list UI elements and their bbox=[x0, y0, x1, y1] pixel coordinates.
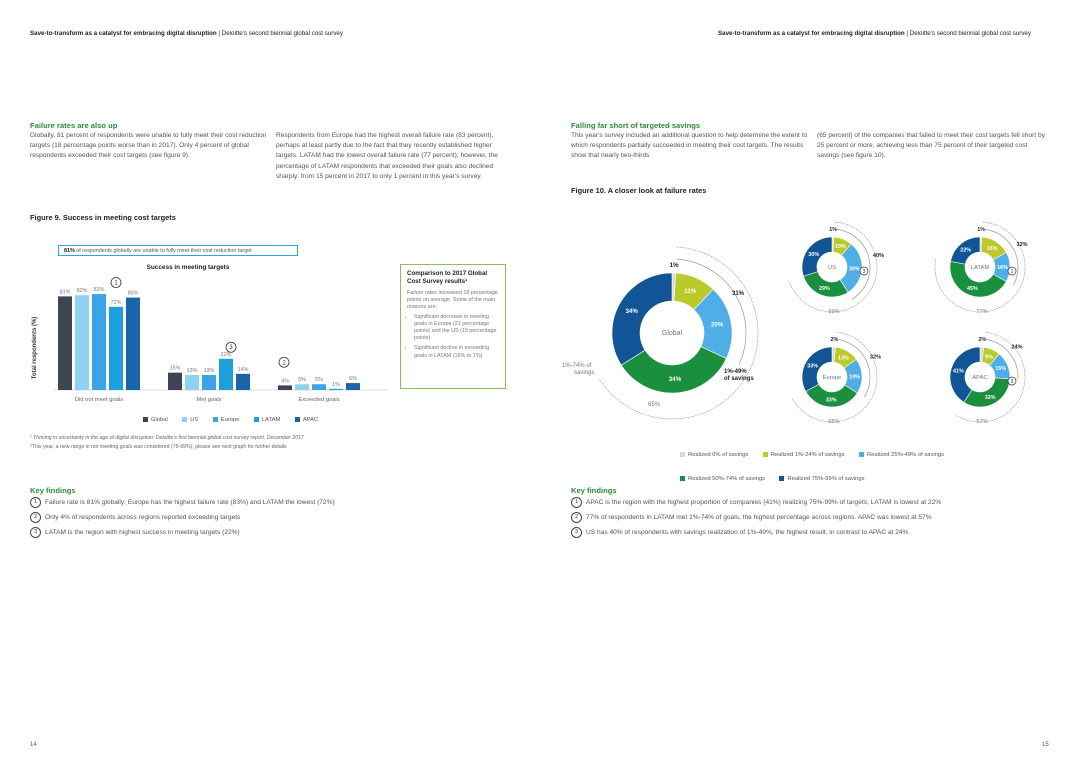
bar-legend bbox=[143, 409, 328, 427]
right-kf-3: 3 US has 40% of respondents with savings realization of 1%-49%, the highest result, in contrast to APAC at 24% bbox=[571, 527, 1061, 538]
legend-0pct: Realized 0% of savings bbox=[680, 452, 748, 458]
donut-segment-label: 16% bbox=[997, 265, 1008, 271]
footnote-2: ²This year, a new range in not meeting goals was considered (75-99%); please see next graph for further details bbox=[30, 444, 287, 450]
comparison-bullet: • Significant decrease in meeting goals in Europe (21 percentage points) and the US (15 percentage points) bbox=[414, 314, 499, 343]
donut-center-label: LATAM bbox=[970, 265, 990, 271]
marker-label: 2 bbox=[282, 360, 286, 367]
bracket-label: 32% bbox=[1016, 241, 1028, 248]
bracket-label: 32% bbox=[869, 354, 882, 361]
left-kf-3: 3 LATAM is the region with highest success in meeting targets (22%) bbox=[30, 527, 510, 538]
left-section-title: Failure rates are also up bbox=[30, 121, 118, 130]
bar-value-label: 83% bbox=[93, 287, 105, 294]
left-page-number: 14 bbox=[30, 742, 37, 748]
right-kf-1: 1 APAC is the region with the highest proportion of companies (41%) realizing 75%-99% of targets; LATAM is lowest at 22% bbox=[571, 497, 1061, 508]
donut-segment-label: 19% bbox=[849, 374, 860, 381]
bracket-label: 57% bbox=[976, 419, 988, 425]
donut-segment-label: 34% bbox=[625, 307, 638, 315]
right-col1-text: This year's survey included an additional question to help determine the extent to which respondents partially succeeded in meeting their cost targets. The results show that nearly two-thirds bbox=[571, 132, 808, 160]
bar bbox=[185, 375, 199, 390]
legend-25-49pct: Realized 25%-49% of savings bbox=[859, 452, 944, 458]
legend-75-99pct: Realized 75%-99% of savings bbox=[779, 476, 864, 482]
x-tick-label: Exceeded goals bbox=[298, 397, 340, 403]
legend-europe: Europe bbox=[213, 417, 240, 423]
donut-segment-label: 11% bbox=[684, 287, 697, 295]
bar bbox=[202, 375, 216, 390]
bracket-label: 1%-74% of bbox=[562, 363, 592, 369]
figure9-title: Figure 9. Success in meeting cost targets bbox=[30, 213, 176, 222]
left-col2-text: Respondents from Europe had the highest overall failure rate (83 percent), perhaps at least partly due to the fact that they recently established higher targets. LATAM had the lowest overall failure rate (77 percent); however, the percentage of LATAM respondents that exceeded their goals also declined sharply: from 15 percent in 2017 to only 1 percent in this year's survey. bbox=[276, 132, 498, 180]
right-running-header: Save-to-transform as a catalyst for embracing digital disruption | Deloitte's second biennial global cost survey bbox=[718, 30, 1031, 37]
marker-label: 3 bbox=[862, 269, 866, 275]
donut-segment-label: 1% bbox=[977, 227, 986, 234]
left-col1-text: Globally, 81 percent of respondents were unable to fully meet their cost reduction targets (18 percentage points worse than in 2017). Only 4 percent of global respondents exceeded their cost targets (see figure 9). bbox=[30, 132, 267, 160]
bar bbox=[346, 383, 360, 390]
bar-value-label: 80% bbox=[127, 290, 139, 297]
comparison-bullet: • Significant decline in exceeding goals in LATAM (16% to 1%) bbox=[414, 345, 499, 359]
donut-center-label: Global bbox=[661, 330, 683, 337]
bar-chart-title: Success in meeting targets bbox=[146, 264, 230, 271]
bar-value-label: 5% bbox=[315, 377, 323, 384]
bar bbox=[75, 295, 89, 390]
bar-value-label: 6% bbox=[349, 376, 357, 383]
bracket-label: savings bbox=[574, 370, 595, 376]
donut-segment-label: 2% bbox=[830, 337, 839, 344]
bracket-label: 65% bbox=[828, 419, 840, 425]
callout-81: 81% of respondents globally are unable to fully meet their cost reduction target bbox=[58, 245, 298, 256]
left-kf-1: 1 Failure rate is 81% globally; Europe has the highest failure rate (83%) and LATAM the lowest (72%) bbox=[30, 497, 510, 508]
donut-segment-label: 20% bbox=[710, 321, 724, 329]
donut-center-label: US bbox=[827, 265, 837, 271]
bar-value-label: 13% bbox=[203, 367, 215, 374]
bar-value-label: 14% bbox=[237, 366, 249, 373]
footnote-1: ¹ Thriving in uncertainty in the age of digital disruption: Deloitte's first biennial global cost survey report, December 2017 bbox=[30, 435, 304, 441]
donut-segment-label: 45% bbox=[966, 286, 978, 293]
left-key-findings-title: Key findings bbox=[30, 486, 76, 495]
bar bbox=[278, 385, 292, 390]
donut-segment-label: 16% bbox=[986, 246, 998, 253]
bar bbox=[219, 359, 233, 390]
right-page-number: 15 bbox=[1042, 742, 1049, 748]
bracket-label: 77% bbox=[976, 309, 988, 315]
bracket-label: 69% bbox=[828, 309, 840, 315]
legend-us: US bbox=[182, 417, 198, 423]
donut-segment-label: 1% bbox=[669, 262, 679, 270]
donut-segment-label: 29% bbox=[818, 286, 830, 293]
bar bbox=[168, 373, 182, 390]
legend-latam: LATAM bbox=[254, 417, 280, 423]
bar-chart-ylabel: Total respondents (%) bbox=[32, 316, 38, 380]
bracket-label: of savings bbox=[724, 376, 754, 382]
bar bbox=[236, 374, 250, 390]
left-key-findings bbox=[30, 497, 510, 538]
bar-value-label: 81% bbox=[59, 289, 71, 296]
bracket-label: 31% bbox=[732, 291, 745, 297]
donut-segment-label: 30% bbox=[849, 266, 860, 273]
figure10-title: Figure 10. A closer look at failure rates bbox=[571, 186, 707, 195]
bar-value-label: 13% bbox=[186, 367, 198, 374]
right-section-title: Falling far short of targeted savings bbox=[571, 121, 701, 130]
bar-value-label: 4% bbox=[281, 378, 289, 385]
donut-segment-label: 22% bbox=[960, 247, 972, 254]
donut-segment-label: 33% bbox=[825, 397, 837, 404]
bar-value-label: 1% bbox=[332, 381, 340, 388]
donut-segment-label: 10% bbox=[834, 244, 846, 251]
bar bbox=[109, 307, 123, 390]
donut-segment-label: 13% bbox=[838, 355, 849, 362]
bar bbox=[126, 298, 140, 390]
legend-50-74pct: Realized 50%-74% of savings bbox=[680, 476, 765, 482]
right-col2-text: (65 percent) of the companies that failed to meet their cost targets fell short by 25 percent or more, achieving less than 75 percent of their targeted cost savings (see figure 10). bbox=[817, 132, 1045, 160]
bar bbox=[329, 389, 343, 390]
bar-value-label: 82% bbox=[76, 288, 88, 295]
bar bbox=[58, 296, 72, 390]
bar-value-label: 72% bbox=[110, 299, 122, 306]
donut-segment-label: 9% bbox=[985, 354, 993, 361]
bar-chart bbox=[28, 258, 398, 418]
bracket-label: 1%-49% bbox=[724, 369, 747, 375]
donut-center-label: Europe bbox=[822, 375, 842, 381]
bracket-label: 40% bbox=[872, 253, 885, 260]
marker-label: 3 bbox=[229, 345, 233, 352]
donut-segment-label: 15% bbox=[995, 366, 1007, 373]
comparison-box: Comparison to 2017 Global Cost Survey results¹ Failure rates increased 18 percentage points on average. Some of the main reasons are: • Significant decrease in meeting goals in Europe (21 percentage points) and the US (15 percentage points) • Significant decline in exceeding goals in LATAM (16% to 1%) bbox=[400, 264, 506, 389]
bar-value-label: 22% bbox=[220, 351, 232, 358]
marker-label: 3 bbox=[1010, 379, 1014, 385]
marker-label: 1 bbox=[114, 280, 118, 287]
donut-segment-label: 1% bbox=[829, 227, 838, 234]
bar-value-label: 5% bbox=[298, 377, 306, 384]
left-kf-2: 2 Only 4% of respondents across regions reported exceeding targets bbox=[30, 512, 510, 523]
legend-1-24pct: Realized 1%-24% of savings bbox=[763, 452, 845, 458]
donut-center-label: APAC bbox=[972, 375, 988, 381]
right-key-findings-title: Key findings bbox=[571, 486, 617, 495]
donut-legend bbox=[680, 444, 1020, 486]
donut-segment-label: 30% bbox=[808, 251, 820, 258]
left-running-header: Save-to-transform as a catalyst for embracing digital disruption | Deloitte's second biennial global cost survey bbox=[30, 30, 343, 37]
bar bbox=[295, 384, 309, 390]
donut-charts bbox=[560, 205, 1060, 437]
donut-segment-label: 33% bbox=[807, 363, 819, 370]
bar bbox=[92, 294, 106, 390]
bracket-label: 24% bbox=[1011, 344, 1023, 351]
donut-segment-label: 41% bbox=[952, 368, 964, 375]
x-tick-label: Did not meet goals bbox=[74, 397, 124, 403]
bar bbox=[312, 384, 326, 390]
bar-value-label: 15% bbox=[169, 365, 181, 372]
x-tick-label: Met goals bbox=[196, 397, 222, 403]
marker-label: 1 bbox=[1010, 269, 1014, 275]
donut-segment-label: 2% bbox=[978, 337, 987, 344]
donut-segment-label: 34% bbox=[668, 375, 682, 383]
donut-segment-label: 33% bbox=[984, 395, 996, 402]
legend-global: Global bbox=[143, 417, 168, 423]
right-key-findings bbox=[571, 497, 1061, 538]
bracket-label: 65% bbox=[648, 402, 661, 408]
right-kf-2: 2 77% of respondents in LATAM met 1%-74% of goals, the highest percentage across regions. APAC was lowest at 57% bbox=[571, 512, 1061, 523]
legend-apac: APAC bbox=[295, 417, 318, 423]
